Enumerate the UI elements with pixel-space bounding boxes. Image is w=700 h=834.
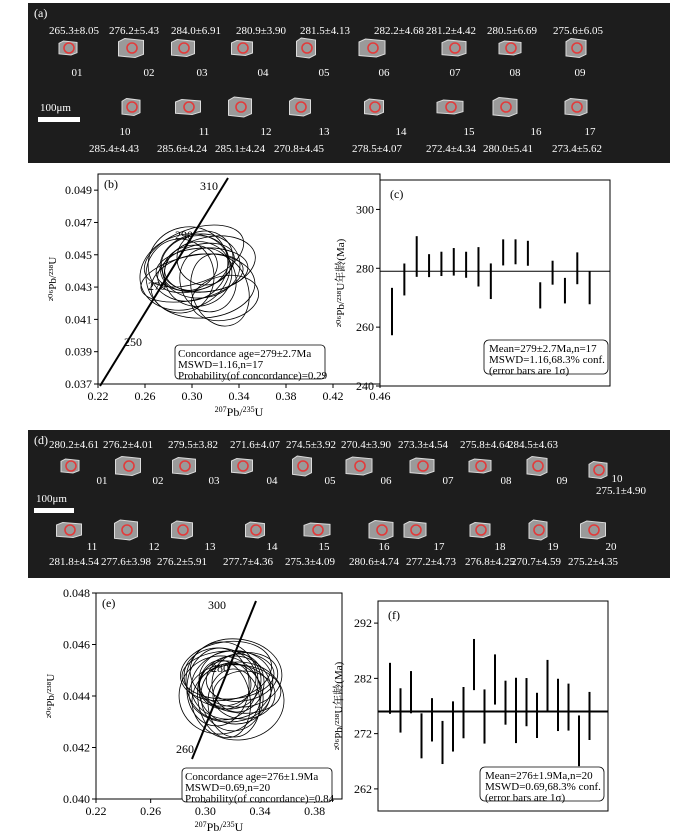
zircon-grain: [122, 99, 140, 116]
zircon-crystal: [565, 99, 587, 116]
y-tick-label: 300: [356, 202, 374, 217]
grain-number-label: 08: [509, 67, 521, 79]
annotation-text: MSWD=1.16,68.3% conf.: [489, 354, 605, 366]
grain-age-label: 278.5±4.07: [351, 143, 403, 155]
grain-age-label: 277.6±3.98: [100, 556, 152, 568]
annotation-text: (error bars are 1σ): [489, 365, 570, 377]
zircon-grain: [581, 521, 606, 539]
grain-age-label: 280.0±5.41: [482, 143, 534, 155]
grain-age-label: 281.2±4.42: [425, 25, 477, 37]
grain-age-label: 280.6±4.74: [348, 556, 400, 568]
zircon-grain: [290, 98, 311, 116]
zircon-grain: [232, 459, 253, 474]
zircon-grain: [232, 41, 253, 56]
x-label-sup: 207: [194, 820, 207, 829]
zircon-grain: [404, 522, 426, 539]
grain-number-label: 09: [574, 67, 586, 79]
grain-number-label: 13: [204, 541, 216, 553]
scale-bar-label: 100μm: [36, 493, 67, 505]
grain-age-label: 280.2±4.61: [48, 439, 100, 451]
grain-age-label: 284.5±4.63: [507, 439, 559, 451]
x-label-sup2: 235: [242, 405, 255, 414]
grain-number-label: 01: [96, 475, 108, 487]
zircon-crystal: [581, 521, 606, 539]
grain-number-label: 07: [442, 475, 454, 487]
zircon-grain: [565, 99, 587, 116]
grain-number-label: 12: [260, 126, 272, 138]
zircon-grain: [470, 523, 490, 538]
grain-number-label: 14: [395, 126, 407, 138]
zircon-grain: [173, 458, 196, 475]
grain-number-label: 16: [530, 126, 542, 138]
zircon-crystal: [369, 521, 393, 540]
y-tick-label: 240: [356, 379, 374, 393]
grain-number-label: 06: [380, 475, 392, 487]
grain-number-label: 06: [378, 67, 390, 79]
panel-label: (a): [34, 6, 48, 20]
grain-age-label: 285.1±4.24: [214, 143, 266, 155]
concordia-age-label: 280: [211, 661, 229, 675]
scale-bar-label: 100μm: [40, 102, 71, 114]
zircon-crystal: [172, 40, 195, 57]
y-tick-label: 0.041: [65, 312, 92, 327]
y-tick-label: 0.043: [65, 280, 92, 295]
x-tick-label: 0.38: [275, 389, 297, 403]
weighted-mean-chart-c: [330, 168, 630, 398]
zircon-grain: [172, 521, 193, 539]
grain-number-label: 17: [584, 126, 596, 138]
zircon-grain: [442, 40, 466, 56]
grain-number-label: 08: [500, 475, 512, 487]
y-tick-label: 282: [354, 671, 372, 686]
weighted-mean-chart-f: [330, 585, 630, 820]
x-tick-label: 0.38: [304, 804, 326, 818]
zircon-grain: [297, 38, 316, 58]
zircon-grain: [566, 39, 586, 58]
grain-age-label: 270.7±4.59: [510, 556, 562, 568]
x-tick-label: 0.46: [369, 389, 391, 403]
zircon-crystal: [566, 39, 586, 58]
panel-label: (f): [388, 608, 400, 622]
grain-number-label: 04: [257, 67, 269, 79]
zircon-grain: [529, 520, 547, 540]
y-tick-label: 272: [354, 726, 372, 741]
grain-age-label: 285.4±4.43: [88, 143, 140, 155]
scale-bar: [34, 508, 74, 513]
x-tick-label: 0.42: [322, 389, 344, 403]
grain-number-label: 11: [86, 541, 98, 553]
grain-number-label: 18: [494, 541, 506, 553]
zircon-grain: [365, 99, 384, 115]
grain-age-label: 275.1±4.90: [595, 485, 647, 497]
grain-age-label: 280.9±3.90: [235, 25, 287, 37]
cl-image-d-svg: [28, 430, 670, 578]
grain-number-label: 15: [318, 541, 330, 553]
grain-age-label: 277.7±4.36: [222, 556, 274, 568]
y-tick-label: 0.045: [65, 247, 92, 262]
grain-age-label: 275.6±6.05: [552, 25, 604, 37]
grain-age-label: 279.5±3.82: [167, 439, 219, 451]
annotation-text: (error bars are 1σ): [485, 792, 566, 804]
x-axis-label: [215, 405, 264, 419]
zircon-crystal: [346, 457, 372, 475]
zircon-grain: [469, 459, 491, 473]
y-tick-label: 262: [354, 781, 372, 796]
concordia-age-label: 250: [124, 335, 142, 349]
zircon-crystal: [290, 98, 311, 116]
annotation-text: Probability(of concordance)=0.29: [178, 370, 328, 382]
zircon-crystal: [229, 97, 252, 117]
zircon-grain: [61, 459, 79, 473]
grain-number-label: 07: [449, 67, 461, 79]
grain-age-label: 276.8±4.25: [464, 556, 516, 568]
grain-age-label: 275.8±4.64: [459, 439, 511, 451]
grain-age-label: 265.3±8.05: [48, 25, 100, 37]
error-ellipse: [155, 245, 250, 295]
grain-number-label: 10: [119, 126, 131, 138]
grain-number-label: 11: [198, 126, 210, 138]
grain-age-label: 273.4±5.62: [551, 143, 603, 155]
x-label-pb: Pb/: [226, 405, 243, 419]
x-label-pb: Pb/: [206, 820, 223, 834]
grain-age-label: 276.2±5.91: [156, 556, 208, 568]
grain-age-label: 273.3±4.54: [397, 439, 449, 451]
zircon-grain: [119, 39, 144, 58]
x-tick-label: 0.26: [134, 389, 156, 403]
grain-age-label: 275.3±4.09: [284, 556, 336, 568]
y-tick-label: 0.042: [63, 740, 90, 755]
y-axis-label: ²⁰⁶Pb/²³⁸U年龄(Ma): [333, 661, 345, 751]
x-label-sup2: 235: [222, 820, 235, 829]
panel-label: (b): [104, 177, 118, 191]
annotation-text: MSWD=0.69,68.3% conf.: [485, 781, 601, 793]
y-tick-label: 0.046: [63, 637, 90, 652]
grain-number-label: 01: [71, 67, 83, 79]
zircon-grain: [176, 100, 201, 115]
grain-number-label: 13: [318, 126, 330, 138]
x-label-sup: 207: [214, 405, 227, 414]
zircon-grain: [346, 457, 372, 475]
zircon-crystal: [359, 39, 385, 57]
y-tick-label: 0.040: [63, 792, 90, 806]
grain-age-label: 275.2±4.35: [567, 556, 619, 568]
panel-label: (e): [102, 596, 116, 610]
x-axis-label: [195, 820, 244, 834]
y-tick-label: 260: [356, 320, 374, 335]
grain-age-label: 272.4±4.34: [425, 143, 477, 155]
grain-age-label: 277.2±4.73: [405, 556, 457, 568]
grain-number-label: 10: [611, 473, 623, 485]
grain-age-label: 285.6±4.24: [156, 143, 208, 155]
zircon-grain: [499, 41, 521, 55]
x-label-u: U: [254, 405, 264, 419]
grain-number-label: 17: [433, 541, 445, 553]
y-tick-label: 0.039: [65, 344, 92, 359]
concordia-age-label: 300: [208, 598, 226, 612]
annotation-text: Concordance age=279±2.7Ma: [178, 348, 312, 360]
zircon-grain: [493, 98, 517, 117]
y-tick-label: 0.044: [63, 689, 90, 703]
zircon-grain: [172, 40, 195, 57]
x-label-u: U: [234, 820, 244, 834]
zircon-crystal: [404, 522, 426, 539]
y-tick-label: 0.037: [65, 377, 92, 391]
y-axis-label: ²⁰⁶Pb/²³⁸U: [45, 673, 57, 719]
grain-number-label: 09: [556, 475, 568, 487]
zircon-crystal: [116, 457, 141, 476]
y-axis-label: ²⁰⁶Pb/²³⁸U: [47, 256, 59, 302]
concordia-curve: [192, 601, 256, 759]
grain-age-label: 271.6±4.07: [229, 439, 281, 451]
zircon-grain: [229, 97, 252, 117]
grain-number-label: 12: [148, 541, 160, 553]
x-tick-label: 0.22: [85, 804, 107, 818]
grain-number-label: 04: [266, 475, 278, 487]
zircon-crystal: [115, 520, 138, 540]
concordia-age-label: 310: [200, 179, 218, 193]
grain-number-label: 19: [547, 541, 559, 553]
panel-label: (d): [34, 433, 48, 447]
zircon-crystal: [493, 98, 517, 117]
zircon-grain: [59, 41, 77, 55]
grain-number-label: 02: [152, 475, 164, 487]
zircon-grain: [304, 523, 330, 537]
grain-age-label: 274.5±3.92: [285, 439, 337, 451]
x-tick-label: 0.34: [228, 389, 250, 403]
scale-bar: [38, 117, 80, 122]
cl-image-panel-a: [28, 3, 670, 163]
grain-age-label: 281.5±4.13: [299, 25, 351, 37]
grain-age-label: 282.2±4.68: [373, 25, 425, 37]
zircon-grain: [116, 457, 141, 476]
panel-label: (c): [390, 187, 404, 201]
zircon-grain: [293, 456, 312, 476]
grain-age-label: 281.8±4.54: [48, 556, 100, 568]
concordia-age-label: 260: [176, 742, 194, 756]
grain-number-label: 03: [208, 475, 220, 487]
zircon-crystal: [172, 521, 193, 539]
y-tick-label: 0.049: [65, 183, 92, 198]
y-axis-label: ²⁰⁶Pb/²³⁸U年龄(Ma): [335, 238, 347, 328]
y-tick-label: 0.048: [63, 586, 90, 600]
grain-number-label: 05: [324, 475, 336, 487]
annotation-text: MSWD=0.69,n=20: [185, 782, 271, 794]
annotation-text: Mean=279±2.7Ma,n=17: [489, 343, 597, 355]
grain-age-label: 270.4±3.90: [340, 439, 392, 451]
concordia-chart-b: [20, 168, 391, 419]
zircon-grain: [359, 39, 385, 57]
grain-number-label: 03: [196, 67, 208, 79]
cl-image-panel-d: [28, 430, 670, 578]
y-tick-label: 292: [354, 616, 372, 631]
cl-image-a-svg: [28, 3, 670, 163]
concordia-age-label: 270: [148, 279, 166, 293]
grain-number-label: 05: [318, 67, 330, 79]
zircon-grain: [246, 522, 265, 538]
grain-number-label: 20: [605, 541, 617, 553]
grain-number-label: 14: [266, 541, 278, 553]
annotation-text: Mean=276±1.9Ma,n=20: [485, 770, 593, 782]
zircon-crystal: [119, 39, 144, 58]
y-tick-label: 0.047: [65, 215, 92, 230]
x-tick-label: 0.22: [87, 389, 109, 403]
zircon-crystal: [173, 458, 196, 475]
x-tick-label: 0.30: [181, 389, 203, 403]
zircon-grain: [57, 523, 82, 538]
zircon-grain: [369, 521, 393, 540]
zircon-crystal: [527, 457, 547, 476]
zircon-grain: [410, 458, 434, 474]
zircon-grain: [589, 462, 607, 479]
x-tick-label: 0.30: [194, 804, 216, 818]
x-tick-label: 0.34: [249, 804, 271, 818]
zircon-grain: [437, 100, 463, 114]
annotation-text: Probability(of concordance)=0.84: [185, 793, 335, 805]
annotation-text: MSWD=1.16,n=17: [178, 359, 264, 371]
annotation-text: Concordance age=276±1.9Ma: [185, 771, 319, 783]
grain-age-label: 284.0±6.91: [170, 25, 222, 37]
grain-number-label: 02: [143, 67, 155, 79]
concordia-age-label: 290: [175, 228, 193, 242]
grain-age-label: 270.8±4.45: [273, 143, 325, 155]
zircon-grain: [527, 457, 547, 476]
grain-age-label: 276.2±5.43: [108, 25, 160, 37]
concordia-chart-e: [20, 585, 350, 833]
grain-number-label: 15: [463, 126, 475, 138]
grain-number-label: 16: [378, 541, 390, 553]
y-tick-label: 280: [356, 261, 374, 276]
x-tick-label: 0.26: [140, 804, 162, 818]
grain-age-label: 276.2±4.01: [102, 439, 154, 451]
grain-age-label: 280.5±6.69: [486, 25, 538, 37]
zircon-grain: [115, 520, 138, 540]
